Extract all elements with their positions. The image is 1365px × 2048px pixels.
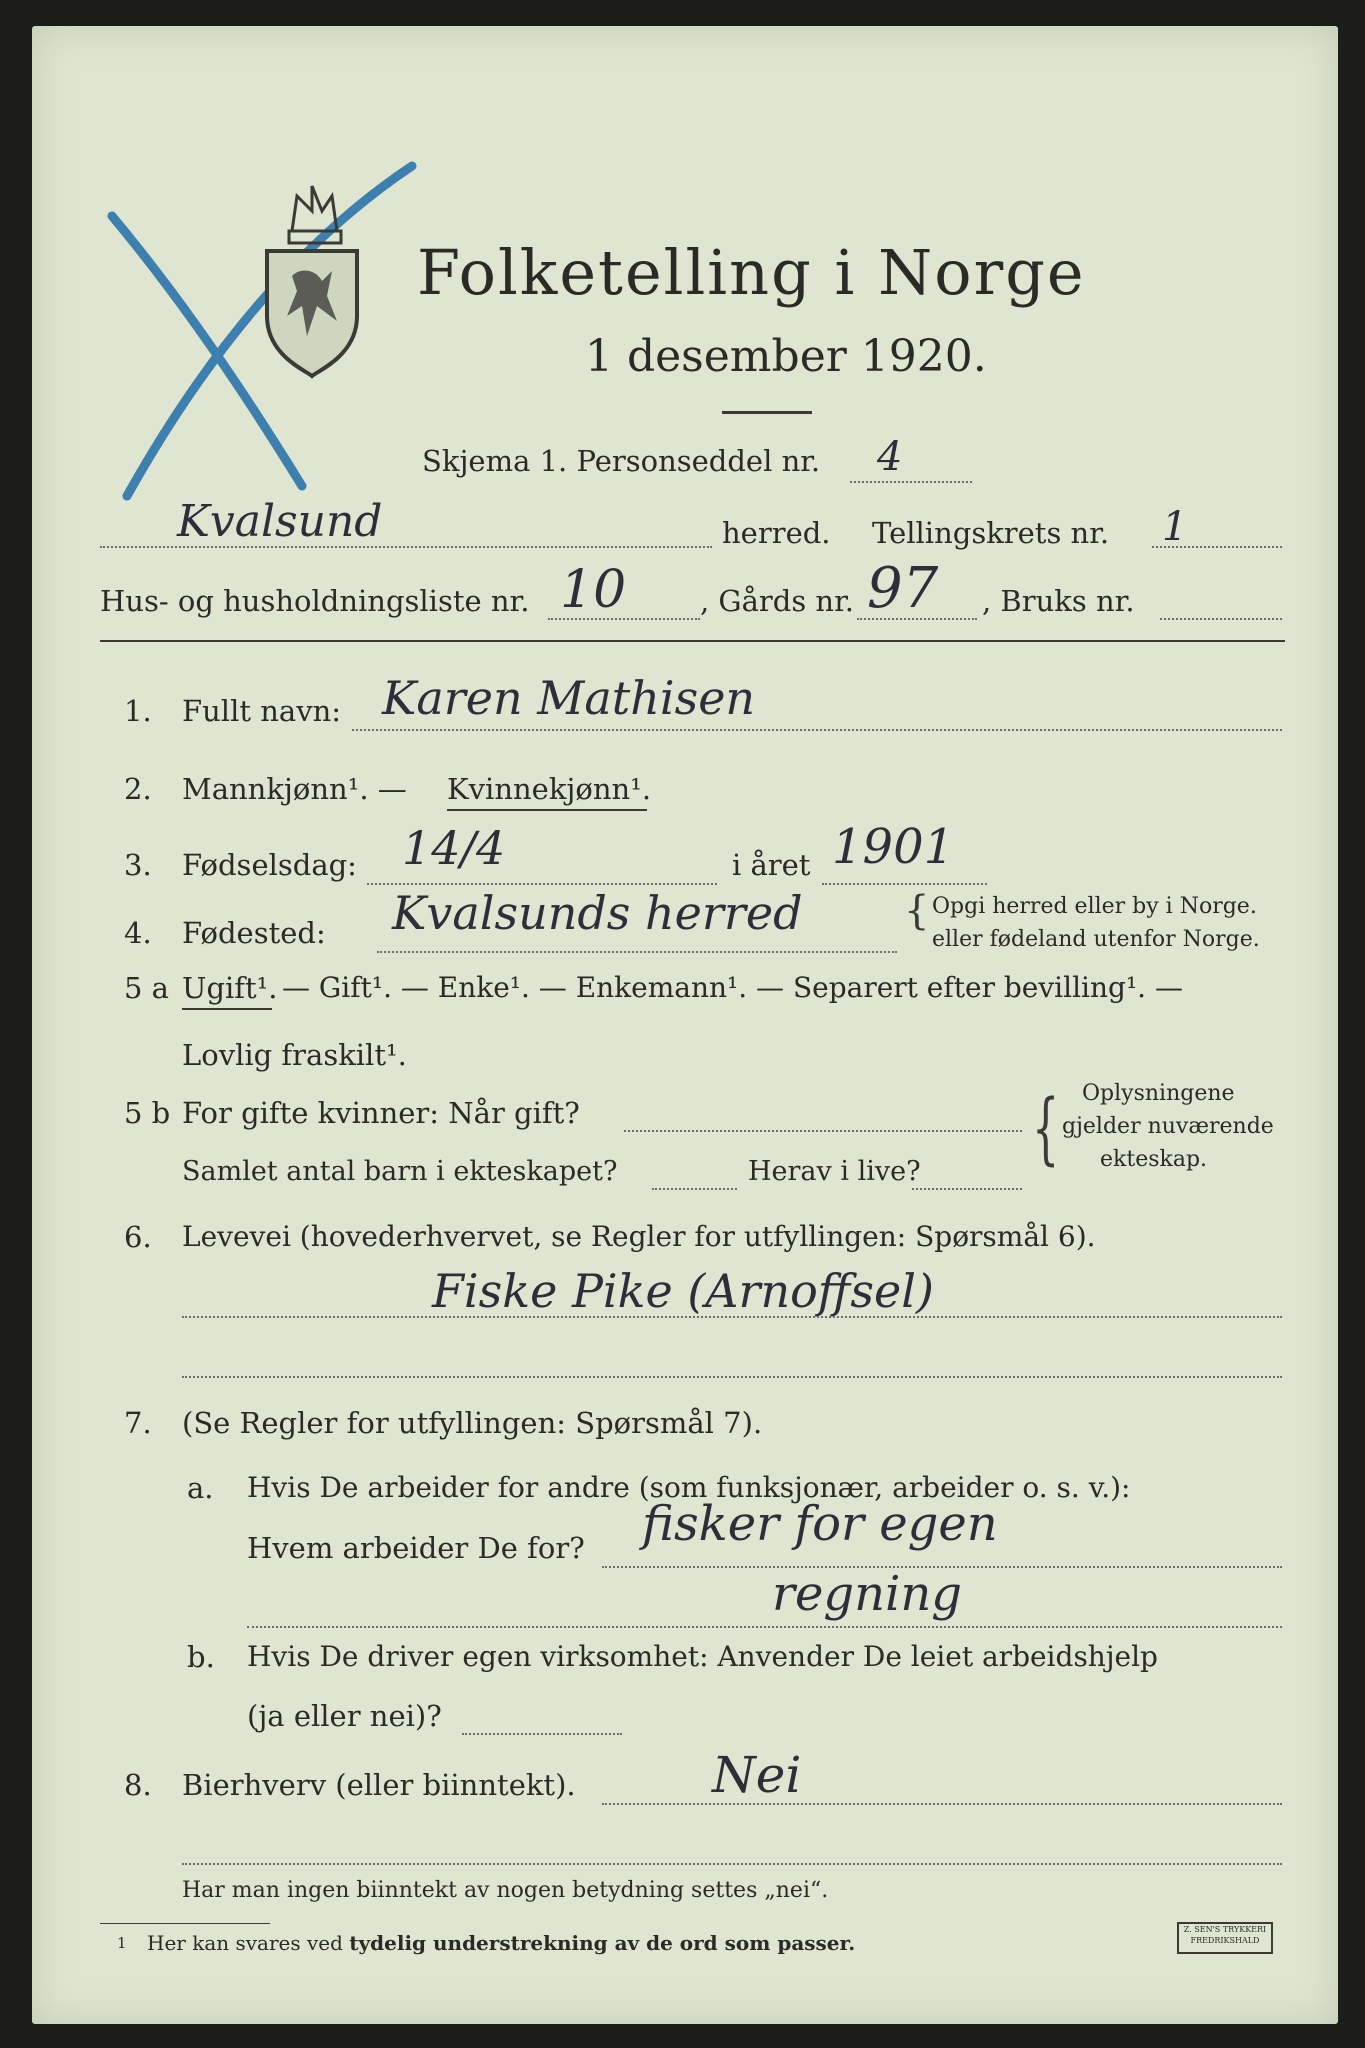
- q6-line1: [182, 1316, 1282, 1318]
- q4-line: [377, 951, 897, 953]
- census-form-sheet: [32, 26, 1338, 2024]
- q5b-alive-line: [912, 1188, 1022, 1190]
- q1-line: [352, 729, 1282, 731]
- full-name-value: Karen Mathisen: [382, 671, 756, 725]
- q8-number: 8.: [124, 1768, 152, 1802]
- q7b-line2: (ja eller nei)?: [247, 1699, 442, 1733]
- q5b-label3: Herav i live?: [748, 1156, 921, 1187]
- q5a-ugift: Ugift¹.: [182, 971, 278, 1005]
- printer-stamp-line1: Z. SEN'S TRYKKERI: [1183, 1925, 1267, 1934]
- q8-line2: [182, 1863, 1282, 1865]
- q7a-line1: Hvis De arbeider for andre (som funksjonær, arbeider o. s. v.):: [247, 1471, 1131, 1504]
- q1-label: Fullt navn:: [182, 694, 342, 728]
- q2-kvinne-underline: [447, 809, 647, 811]
- q3-year-line: [822, 883, 987, 885]
- header-separator: [100, 640, 1285, 642]
- q7b-letter: b.: [187, 1640, 215, 1674]
- personseddel-nr-line: [850, 481, 972, 483]
- gards-value: 97: [867, 556, 939, 621]
- census-date: 1 desember 1920.: [585, 331, 987, 382]
- q5a-number: 5 a: [124, 971, 169, 1005]
- q7a-line2: Hvem arbeider De for?: [247, 1531, 585, 1565]
- q2-mann: Mannkjønn¹. —: [182, 772, 407, 806]
- printer-stamp: [1177, 1922, 1273, 1954]
- q3-label: Fødselsdag:: [182, 848, 357, 882]
- q8-label: Bierhverv (eller biinntekt).: [182, 1768, 576, 1802]
- herred-label: herred.: [722, 516, 831, 550]
- birthplace-value: Kvalsunds herred: [392, 886, 803, 940]
- q4-label: Fødested:: [182, 916, 326, 950]
- tellingskrets-label: Tellingskrets nr.: [872, 516, 1110, 550]
- q7b-answer-line: [462, 1733, 622, 1735]
- q7a-letter: a.: [187, 1471, 214, 1505]
- printer-stamp-line2: FREDRIKSHALD: [1190, 1936, 1260, 1945]
- q5b-note-line3: ekteskap.: [1100, 1147, 1208, 1172]
- q1-number: 1.: [124, 694, 152, 728]
- footnote-text: [147, 1931, 855, 1955]
- personseddel-nr-value: 4: [877, 434, 903, 480]
- q5b-children-line: [652, 1188, 737, 1190]
- q7-label: (Se Regler for utfyllingen: Spørsmål 7).: [182, 1406, 763, 1440]
- q7b-line1: Hvis De driver egen virksomhet: Anvender De leiet arbeidshjelp: [247, 1640, 1158, 1673]
- household-label: Hus- og husholdningsliste nr.: [100, 584, 530, 618]
- q6-number: 6.: [124, 1220, 152, 1254]
- bruks-line: [1160, 618, 1282, 620]
- q5b-married-line: [624, 1130, 1022, 1132]
- q5a-ugift-underline: [182, 1008, 272, 1010]
- gards-label: , Gårds nr.: [700, 584, 854, 618]
- q5b-brace: {: [1032, 1084, 1060, 1174]
- employer-value-line2: regning: [772, 1566, 962, 1622]
- footnote-plain: Her kan svares ved: [147, 1931, 343, 1955]
- q5b-label1: For gifte kvinner: Når gift?: [182, 1096, 580, 1130]
- q7a-answer-line2: [247, 1626, 1282, 1628]
- q2-kvinne: Kvinnekjønn¹.: [447, 772, 652, 806]
- schema-label: Skjema 1. Personseddel nr.: [422, 444, 821, 478]
- q5b-number: 5 b: [124, 1096, 171, 1130]
- birth-year-value: 1901: [832, 819, 955, 875]
- q4-note-line1: Opgi herred eller by i Norge.: [932, 894, 1257, 919]
- q6-label: Levevei (hovederhvervet, se Regler for utfyllingen: Spørsmål 6).: [182, 1220, 1096, 1253]
- q5b-note-line2: gjelder nuværende: [1062, 1114, 1274, 1139]
- q2-number: 2.: [124, 772, 152, 806]
- tellingskrets-value: 1: [1162, 504, 1188, 550]
- q4-note-line2: eller fødeland utenfor Norge.: [932, 927, 1260, 952]
- q5a-line2: Lovlig fraskilt¹.: [182, 1038, 407, 1072]
- q3-year-label: i året: [732, 848, 811, 882]
- q5b-note-line1: Oplysningene: [1082, 1081, 1235, 1106]
- q7-number: 7.: [124, 1406, 152, 1440]
- bruks-label: , Bruks nr.: [982, 584, 1135, 618]
- q3-number: 3.: [124, 848, 152, 882]
- occupation-value: Fiske Pike (Arnoffsel): [432, 1264, 934, 1318]
- side-income-value: Nei: [712, 1746, 802, 1804]
- footnote-mark: 1: [117, 1934, 127, 1952]
- q4-brace: {: [904, 888, 930, 934]
- page-title: Folketelling i Norge: [417, 236, 1086, 309]
- footnote-rule: [100, 1923, 270, 1924]
- q6-line2: [182, 1376, 1282, 1378]
- q4-number: 4.: [124, 916, 152, 950]
- employer-value-line1: fisker for egen: [642, 1496, 998, 1552]
- herred-value: Kvalsund: [177, 496, 383, 547]
- q5b-label2: Samlet antal barn i ekteskapet?: [182, 1156, 618, 1187]
- footer-note: Har man ingen biinntekt av nogen betydning settes „nei“.: [182, 1878, 829, 1903]
- q8-line1: [602, 1803, 1282, 1805]
- coat-of-arms-icon: [257, 176, 367, 386]
- household-value: 10: [560, 560, 627, 620]
- q3-line: [367, 883, 717, 885]
- q5a-options: — Gift¹. — Enke¹. — Enkemann¹. — Separert efter bevilling¹. —: [282, 971, 1183, 1004]
- title-divider: [722, 411, 812, 414]
- footnote-bold: tydelig understrekning av de ord som passer.: [349, 1931, 856, 1955]
- birthday-value: 14/4: [402, 821, 506, 875]
